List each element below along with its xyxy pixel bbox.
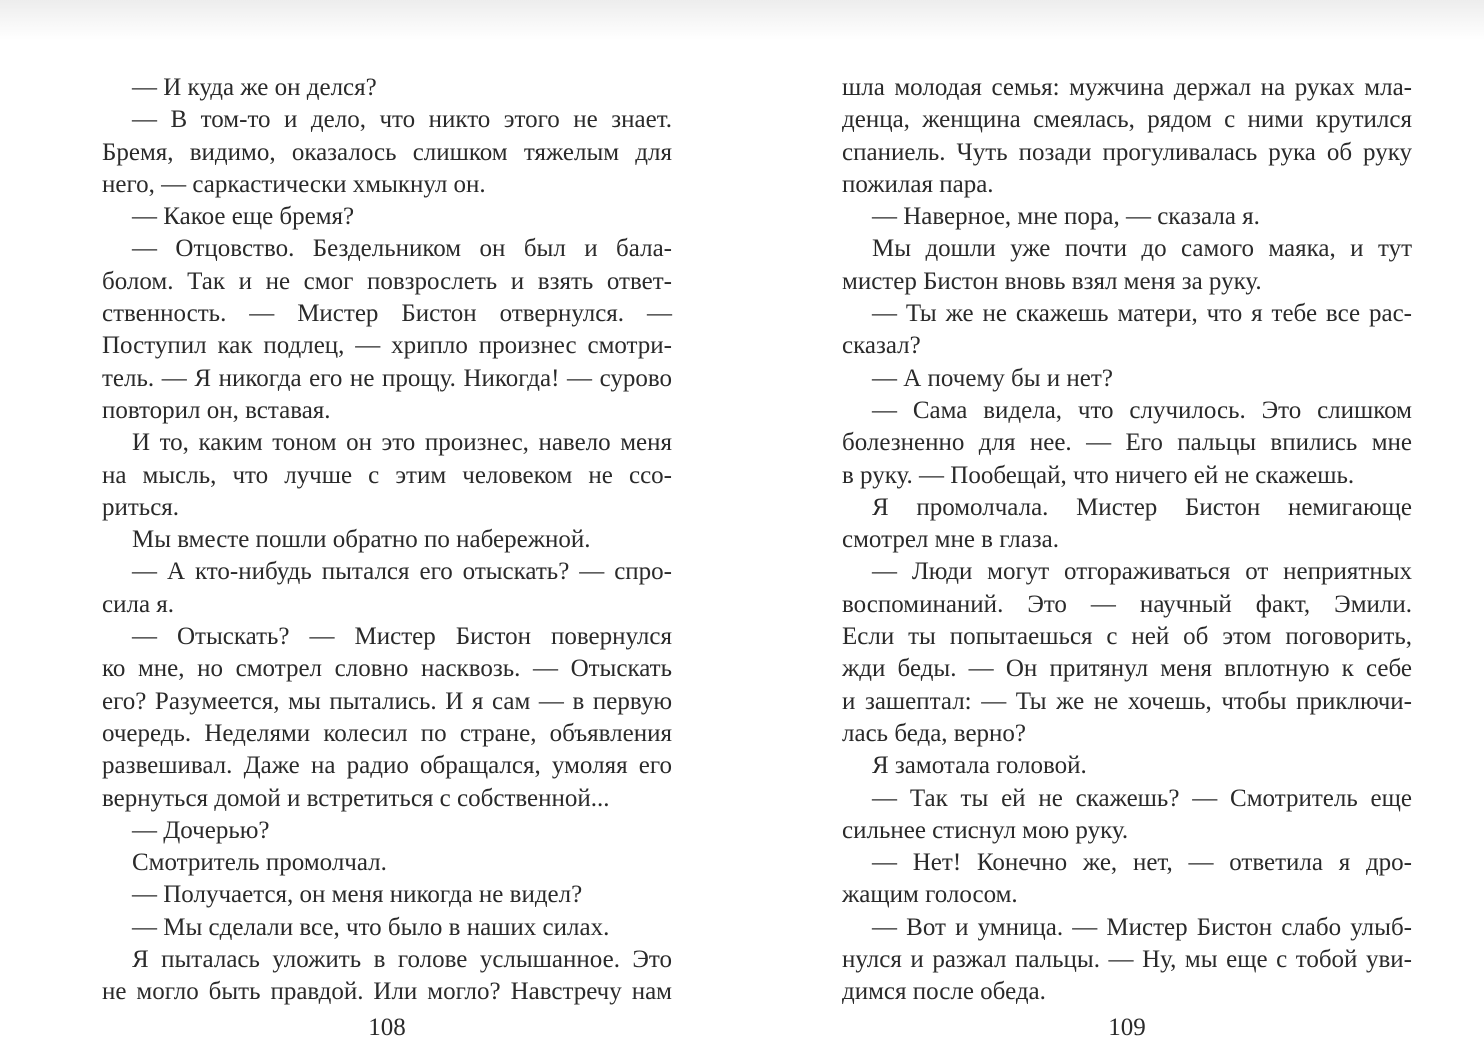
text-line: на мысль, что лучше с этим человеком не ссо- [102,461,672,489]
text-line: и зашептал: — Ты же не хочешь, чтобы приключи- [842,687,1412,715]
left-page-text [102,72,672,1009]
text-line: Если ты попытаешься с ней об этом поговорить, [842,623,1412,651]
text-line: Я замотала головой. [872,752,1087,780]
text-line: — В том-то и дело, что никто этого не знает. [132,106,672,134]
text-line: ственность. — Мистер Бистон отвернулся. — [102,300,672,328]
text-line: — Мы сделали все, что было в наших силах. [132,913,610,941]
text-line: ко мне, но смотрел словно насквозь. — Отыскать [102,655,672,683]
text-line: — Какое еще бремя? [132,203,355,231]
text-line: — Наверное, мне пора, — сказала я. [872,203,1260,231]
text-line: смотрел мне в глаза. [842,526,1060,554]
text-line: сильнее стиснул мою руку. [842,816,1129,844]
text-line: Я пыталась уложить в голове услышанное. Это [132,946,672,974]
text-line: сила я. [102,590,175,618]
text-line: — И куда же он делся? [132,74,377,101]
text-line: воспоминаний. Это — научный факт, Эмили. [842,590,1412,618]
text-line: димся после обеда. [842,978,1046,1006]
text-line: вернуться домой и встретиться с собственной... [102,784,610,812]
text-line: — Отыскать? — Мистер Бистон повернулся [132,623,672,651]
text-line: мистер Бистон вновь взял меня за руку. [842,267,1262,295]
text-line: его? Разумеется, мы пытались. И я сам — в первую [102,687,672,715]
text-line: лась беда, верно? [842,719,1027,747]
text-line: — Люди могут отгораживаться от неприятных [872,558,1412,586]
text-line: — Дочерью? [132,816,270,844]
text-line: спаниель. Чуть позади прогуливалась рука об руку [842,138,1412,166]
text-line: Мы дошли уже почти до самого маяка, и тут [872,235,1412,263]
text-line: — А кто-нибудь пытался его отыскать? — спро- [132,558,672,586]
left-page-number: 108 [368,1014,406,1041]
text-line: болезненно для нее. — Его пальцы впились мне [842,429,1412,457]
text-line: — А почему бы и нет? [872,364,1113,392]
text-line: — Ты же не скажешь матери, что я тебе все рас- [872,300,1412,328]
text-line: развешивал. Даже на радио обращался, умоляя его [102,752,672,780]
text-line: денца, женщина смеялась, рядом с ними крутился [842,106,1412,134]
text-line: не могло быть правдой. Или могло? Навстречу нам [102,978,672,1006]
text-line: пожилая пара. [842,170,994,198]
text-line: сказал? [842,332,921,360]
text-line: — Так ты ей не скажешь? — Смотритель еще [872,784,1412,812]
text-line: него, — саркастически хмыкнул он. [102,170,486,198]
text-line: Бремя, видимо, оказалось слишком тяжелым для [102,138,672,166]
scan-edge-shadow [0,0,1484,40]
text-line: Мы вместе пошли обратно по набережной. [132,526,591,554]
text-line: жащим голосом. [842,881,1018,909]
text-line: шла молодая семья: мужчина держал на руках мла- [842,74,1412,101]
text-line: очередь. Неделями колесил по стране, объявления [102,719,672,747]
text-line: — Отцовство. Бездельником он был и бала- [132,235,672,263]
text-line: повторил он, вставая. [102,396,331,424]
text-line: нулся и разжал пальцы. — Ну, мы еще с тобой уви- [842,946,1412,974]
text-line: в руку. — Пообещай, что ничего ей не скажешь. [842,461,1355,489]
text-line: тель. — Я никогда его не прощу. Никогда! — сурово [102,364,672,392]
right-page-number: 109 [1108,1014,1146,1041]
text-line: — Нет! Конечно же, нет, — ответила я дро- [872,849,1412,877]
text-line: — Вот и умница. — Мистер Бистон слабо улыб- [872,913,1412,941]
text-line: жди беды. — Он притянул меня вплотную к себе [842,655,1412,683]
text-line: Поступил как подлец, — хрипло произнес смотри- [102,332,672,360]
text-line: болом. Так и не смог повзрослеть и взять ответ- [102,267,672,295]
text-line: — Получается, он меня никогда не видел? [132,881,583,909]
text-line: риться. [102,493,180,521]
text-line: И то, каким тоном он это произнес, навело меня [132,429,672,457]
text-line: Я промолчала. Мистер Бистон немигающе [872,493,1412,521]
text-line: Смотритель промолчал. [132,849,387,877]
right-page-text [842,72,1412,1009]
text-line: — Сама видела, что случилось. Это слишком [872,396,1412,424]
